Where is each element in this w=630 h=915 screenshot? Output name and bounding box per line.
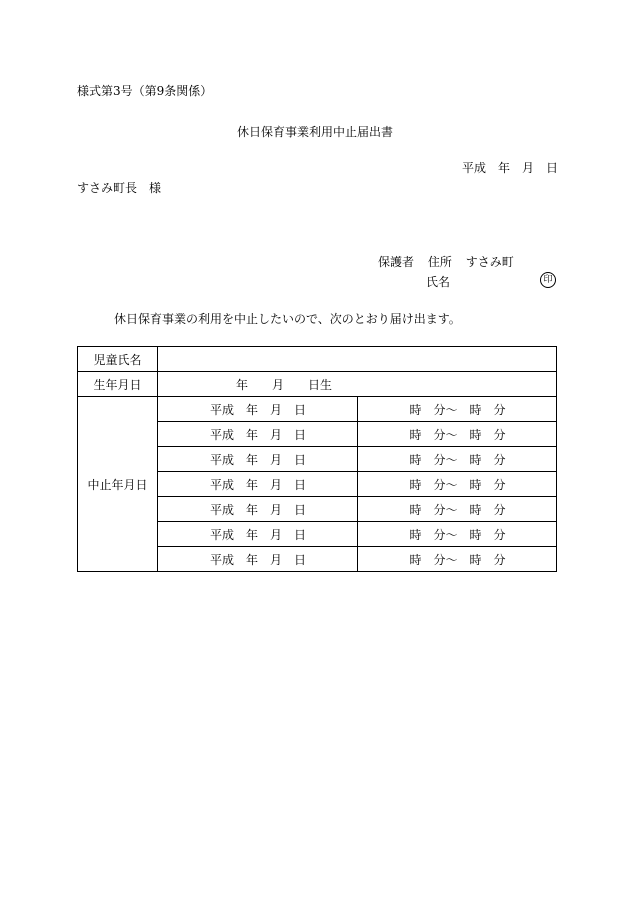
cancel-date-field[interactable]: 平成 年 月 日 [158,397,358,422]
guardian-name-label: 氏名 [426,275,451,289]
cancel-row [78,397,557,422]
cancel-date-field[interactable]: 平成 年 月 日 [158,422,358,447]
cancel-time-field[interactable]: 時 分～ 時 分 [357,422,557,447]
submission-date: 平成 年 月 日 [462,161,559,175]
child-name-field[interactable] [158,347,557,372]
child-name-row [78,347,557,372]
cancel-time-field[interactable]: 時 分～ 時 分 [357,447,557,472]
cancel-time-field[interactable]: 時 分～ 時 分 [357,522,557,547]
address-label: 住所 [427,255,452,269]
document-title: 休日保育事業利用中止届出書 [236,125,393,139]
cancel-date-field[interactable]: 平成 年 月 日 [158,497,358,522]
cancel-date-field[interactable]: 平成 年 月 日 [158,447,358,472]
form-number: 様式第3号（第9条関係） [77,84,213,98]
birth-date-field[interactable]: 年 月 日生 [158,372,557,397]
guardian-address-line [378,255,524,269]
birth-date-row [78,372,557,397]
cancel-date-field[interactable]: 平成 年 月 日 [158,547,358,572]
addressee: すさみ町長 様 [77,181,162,195]
cancel-date-field[interactable]: 平成 年 月 日 [158,472,358,497]
form-table [77,346,557,572]
cancel-date-label: 中止年月日 [78,397,158,572]
cancel-time-field[interactable]: 時 分～ 時 分 [357,497,557,522]
seal-mark: 印 [540,272,556,288]
child-name-label: 児童氏名 [78,347,158,372]
cancel-time-field[interactable]: 時 分～ 時 分 [357,547,557,572]
guardian-role: 保護者 [378,255,415,269]
cancel-date-field[interactable]: 平成 年 月 日 [158,522,358,547]
intro-text: 休日保育事業の利用を中止したいので、次のとおり届け出ます。 [114,312,461,326]
birth-date-label: 生年月日 [78,372,158,397]
address-value: すさみ町 [465,255,514,269]
cancel-time-field[interactable]: 時 分～ 時 分 [357,472,557,497]
cancel-time-field[interactable]: 時 分～ 時 分 [357,397,557,422]
